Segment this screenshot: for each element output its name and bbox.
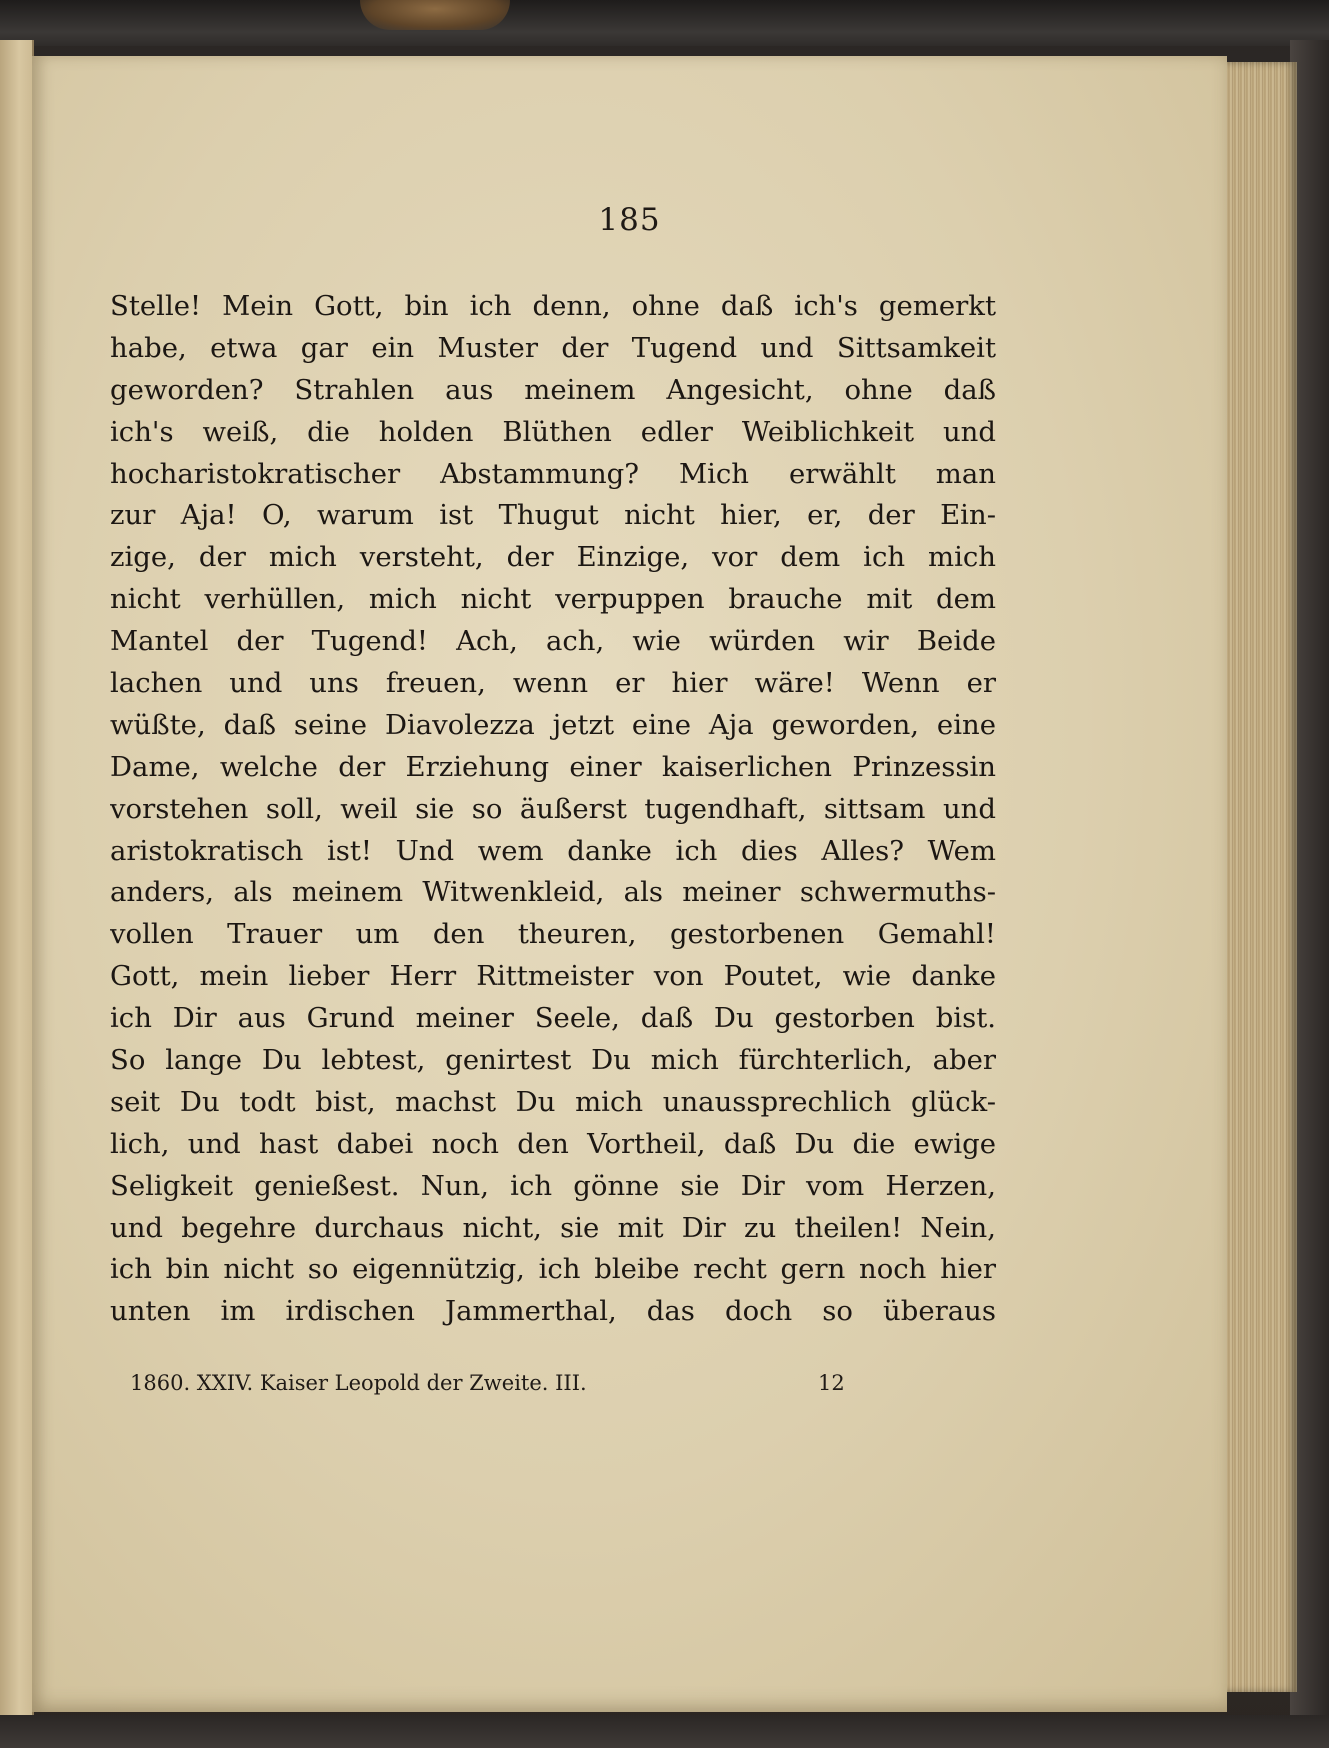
page-number: 185 <box>598 202 661 238</box>
text-line: und begehre durchaus nicht, sie mit Dir zu theilen! Nein, <box>110 1211 996 1244</box>
text-line: aristokratisch ist! Und wem danke ich dies Alles? Wem <box>110 834 996 867</box>
text-line: anders, als meinem Witwenkleid, als meiner schwermuths- <box>110 876 996 909</box>
text-line: vorstehen soll, weil sie so äußerst tugendhaft, sittsam und <box>110 792 996 825</box>
text-line: Gott, mein lieber Herr Rittmeister von Poutet, wie danke <box>110 960 996 993</box>
text-line: nicht verhüllen, mich nicht verpuppen brauche mit dem <box>110 583 996 616</box>
text-line: So lange Du lebtest, genirtest Du mich fürchterlich, aber <box>110 1044 996 1077</box>
text-line: Stelle! Mein Gott, bin ich denn, ohne daß ich's gemerkt <box>110 290 996 322</box>
text-line: habe, etwa gar ein Muster der Tugend und Sittsamkeit <box>110 331 996 364</box>
page-stack-edges <box>1225 62 1297 1692</box>
page-footer <box>130 1371 890 1403</box>
text-line: hocharistokratischer Abstammung? Mich erwählt man <box>110 457 996 490</box>
gathering-number: 12 <box>818 1371 845 1395</box>
torn-spine-fragment <box>360 0 510 30</box>
text-line: ich Dir aus Grund meiner Seele, daß Du gestorben bist. <box>110 1002 996 1035</box>
printer-signature: 1860. XXIV. Kaiser Leopold der Zweite. III. <box>130 1371 587 1395</box>
text-line: zige, der mich versteht, der Einzige, vor dem ich mich <box>110 541 996 574</box>
text-line: zur Aja! O, warum ist Thugut nicht hier, er, der Ein- <box>110 499 996 532</box>
book-page <box>32 56 1227 1712</box>
text-line: vollen Trauer um den theuren, gestorbenen Gemahl! <box>110 918 996 951</box>
text-line: Dame, welche der Erziehung einer kaiserlichen Prinzessin <box>110 750 996 783</box>
text-line: Mantel der Tugend! Ach, ach, wie würden wir Beide <box>110 625 996 658</box>
text-line: lich, und hast dabei noch den Vortheil, daß Du die ewige <box>110 1127 996 1160</box>
bottom-binding <box>0 1715 1329 1748</box>
text-line: unten im irdischen Jammerthal, das doch so überaus <box>110 1295 996 1328</box>
text-line: geworden? Strahlen aus meinem Angesicht, ohne daß <box>110 373 996 406</box>
top-binding <box>0 0 1329 46</box>
left-page-edge <box>0 40 34 1715</box>
text-line: ich bin nicht so eigennützig, ich bleibe recht gern noch hier <box>110 1253 996 1286</box>
text-line: Seligkeit genießest. Nun, ich gönne sie Dir vom Herzen, <box>110 1169 996 1202</box>
text-line: wüßte, daß seine Diavolezza jetzt eine Aja geworden, eine <box>110 708 996 741</box>
text-line: seit Du todt bist, machst Du mich unaussprechlich glück- <box>110 1085 996 1118</box>
body-text <box>110 286 996 1333</box>
text-line: lachen und uns freuen, wenn er hier wäre! Wenn er <box>110 667 996 700</box>
text-line: ich's weiß, die holden Blüthen edler Weiblichkeit und <box>110 415 996 448</box>
